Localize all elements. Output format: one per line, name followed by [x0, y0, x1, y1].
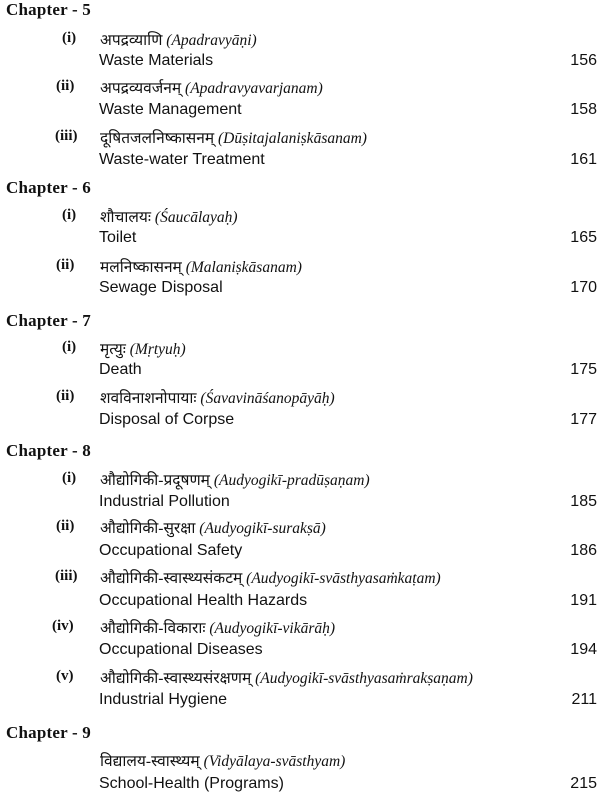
chapter-heading: Chapter - 6: [6, 178, 91, 197]
entry-number: (ii): [56, 78, 75, 94]
entry-number: (i): [62, 30, 77, 46]
english-title: Occupational Health Hazards: [99, 592, 308, 609]
sanskrit-title: औद्योगिकी-स्वास्थ्यसंकटम्: [100, 570, 243, 587]
sanskrit-title: औद्योगिकी-विकाराः: [100, 620, 206, 637]
entry-number: (i): [62, 470, 77, 486]
page-number: 175: [570, 361, 597, 378]
transliteration: (Śavavināśanopāyāḥ): [200, 390, 335, 407]
sanskrit-title: औद्योगिकी-स्वास्थ्यसंरक्षणम्: [100, 670, 252, 687]
transliteration: (Audyogikī-pradūṣaṇam): [213, 472, 370, 489]
page-number: 194: [570, 641, 597, 658]
sanskrit-title-line: [100, 76, 323, 98]
entry-number: (i): [62, 339, 77, 355]
transliteration: (Dūṣitajalaniṣkāsanam): [217, 130, 367, 147]
chapter-heading: Chapter - 5: [6, 0, 91, 19]
transliteration: (Audyogikī-vikārāḥ): [209, 620, 336, 637]
sanskrit-title-line: [100, 28, 257, 50]
entry-number: (iv): [52, 618, 74, 634]
sanskrit-title-line: [100, 749, 345, 771]
english-title: Death: [99, 361, 142, 378]
sanskrit-title-line: [100, 255, 302, 277]
entry-number: (i): [62, 207, 77, 223]
transliteration: (Audyogikī-svāsthyasaṁkaṭam): [246, 570, 441, 587]
english-title: Toilet: [99, 229, 137, 246]
sanskrit-title: शौचालयः: [100, 209, 152, 226]
sanskrit-title: शवविनाशनोपायाः: [100, 390, 197, 407]
english-title: Occupational Diseases: [99, 641, 263, 658]
sanskrit-title: दूषितजलनिष्कासनम्: [100, 130, 215, 147]
entry-number: (iii): [55, 128, 78, 144]
english-title: Disposal of Corpse: [99, 411, 235, 428]
transliteration: (Audyogikī-svāsthyasaṁrakṣaṇam): [255, 670, 473, 687]
page-number: 215: [570, 775, 597, 792]
page-number: 161: [570, 151, 597, 168]
page-number: 170: [570, 279, 597, 296]
entry-number: (ii): [56, 518, 75, 534]
english-title: Sewage Disposal: [99, 279, 223, 296]
transliteration: (Audyogikī-surakṣā): [199, 520, 326, 537]
english-title: Occupational Safety: [99, 542, 243, 559]
sanskrit-title: विद्यालय-स्वास्थ्यम्: [100, 753, 200, 770]
transliteration: (Apadravyavarjanam): [185, 80, 323, 97]
sanskrit-title-line: [100, 616, 335, 638]
page-number: 185: [570, 493, 597, 510]
sanskrit-title: अपद्रव्याणि: [100, 32, 163, 49]
page-number: 186: [570, 542, 597, 559]
page-number: 191: [570, 592, 597, 609]
sanskrit-title-line: [100, 468, 370, 490]
chapter-heading: Chapter - 7: [6, 311, 91, 330]
sanskrit-title: मलनिष्कासनम्: [100, 259, 182, 276]
transliteration: (Apadravyāṇi): [166, 32, 257, 49]
entry-number: (ii): [56, 388, 75, 404]
transliteration: (Malaniṣkāsanam): [185, 259, 302, 276]
page-number: 165: [570, 229, 597, 246]
chapter-heading: Chapter - 9: [6, 723, 91, 742]
sanskrit-title-line: [100, 126, 367, 148]
english-title: Waste Materials: [99, 52, 214, 69]
english-title: Industrial Pollution: [99, 493, 230, 510]
sanskrit-title-line: [100, 566, 441, 588]
transliteration: (Vidyālaya-svāsthyam): [203, 753, 346, 770]
english-title: Waste-water Treatment: [99, 151, 265, 168]
entry-number: (ii): [56, 257, 75, 273]
sanskrit-title: मृत्युः: [100, 341, 126, 358]
transliteration: (Mṛtyuḥ): [129, 341, 186, 358]
chapter-heading: Chapter - 8: [6, 441, 91, 460]
sanskrit-title-line: [100, 386, 335, 408]
page-number: 156: [570, 52, 597, 69]
sanskrit-title: औद्योगिकी-प्रदूषणम्: [100, 472, 210, 489]
sanskrit-title-line: [100, 516, 326, 538]
sanskrit-title-line: [100, 666, 473, 688]
page-number: 211: [571, 691, 597, 708]
entry-number: (v): [56, 668, 74, 684]
page-number: 158: [570, 101, 597, 118]
sanskrit-title: अपद्रव्यवर्जनम्: [100, 80, 182, 97]
sanskrit-title-line: [100, 337, 186, 359]
entry-number: (iii): [55, 568, 78, 584]
english-title: Waste Management: [99, 101, 242, 118]
english-title: Industrial Hygiene: [99, 691, 228, 708]
page-number: 177: [570, 411, 597, 428]
sanskrit-title: औद्योगिकी-सुरक्षा: [100, 520, 196, 537]
transliteration: (Śaucālayaḥ): [154, 209, 238, 226]
sanskrit-title-line: [100, 205, 238, 227]
english-title: School-Health (Programs): [99, 775, 284, 792]
